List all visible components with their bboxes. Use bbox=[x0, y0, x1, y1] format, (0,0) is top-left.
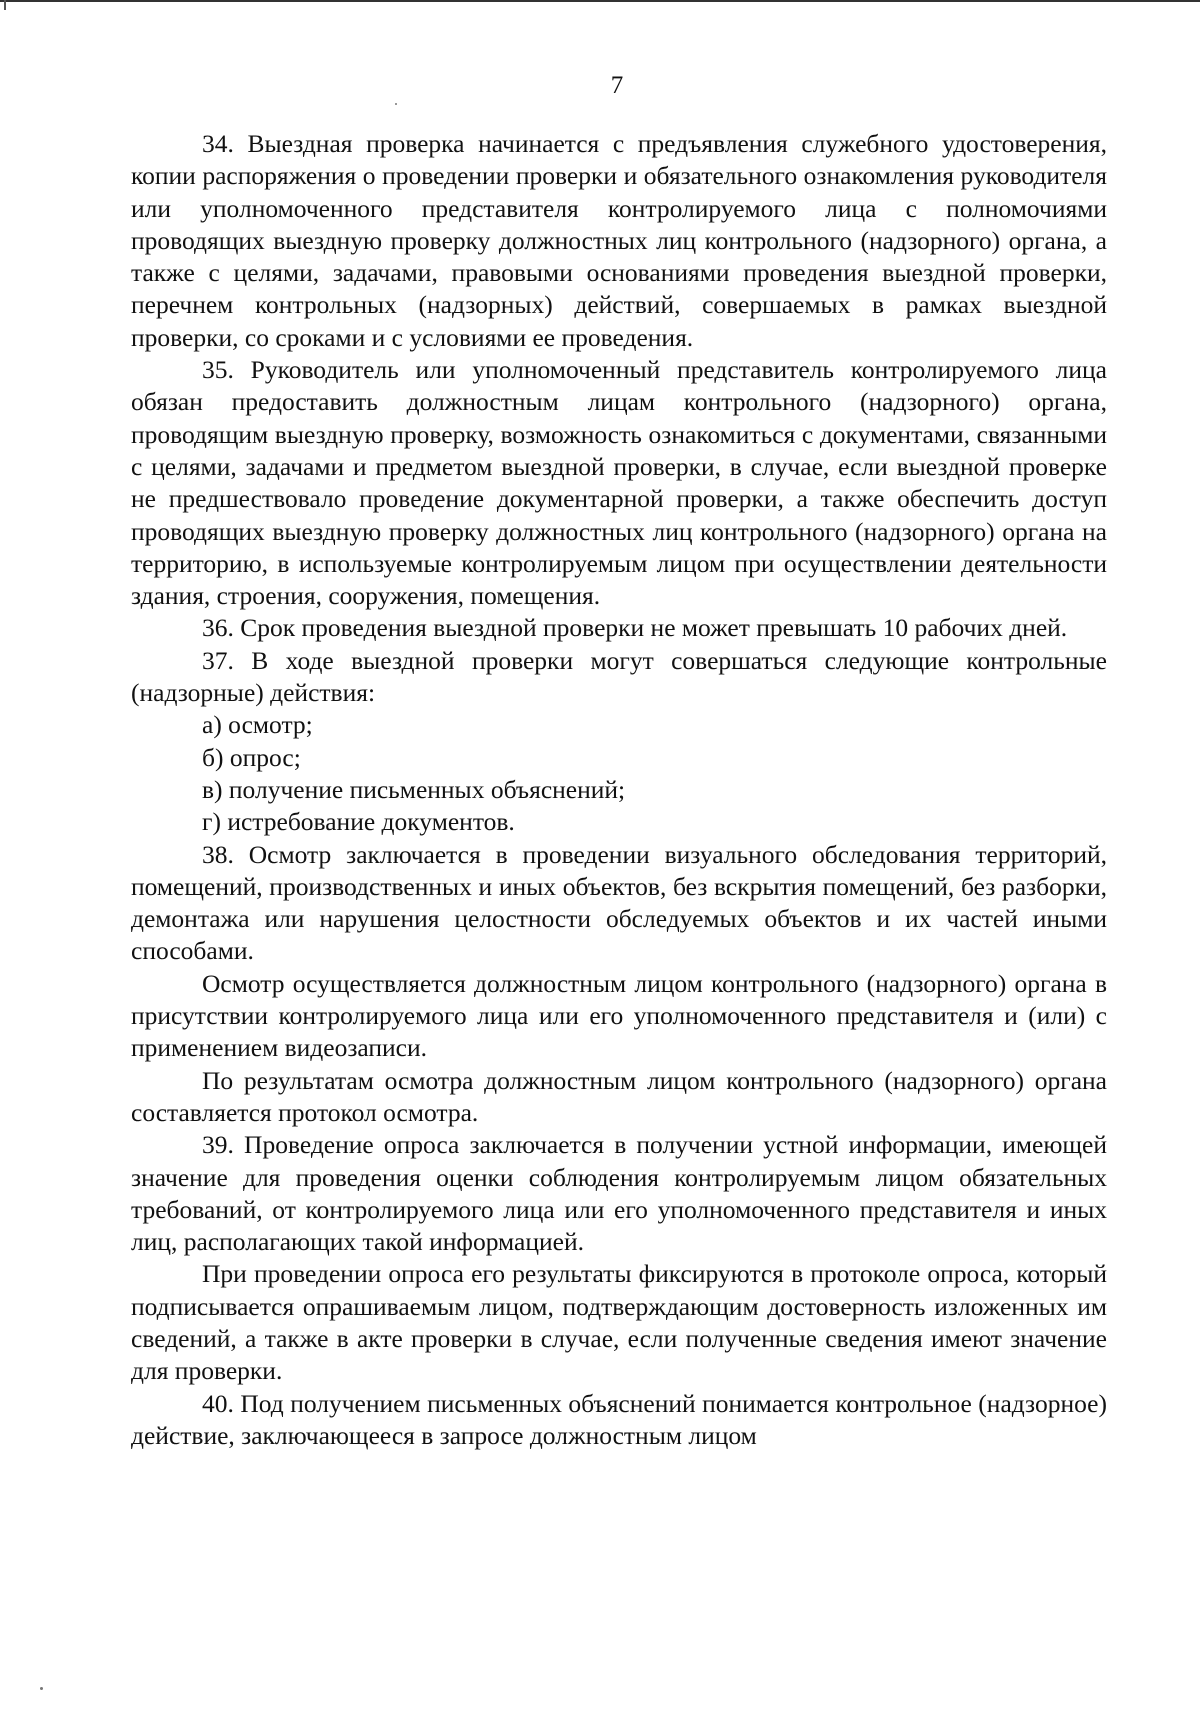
paragraph-38-inspection-protocol: По результатам осмотра должностным лицом контрольного (надзорного) органа составляется протокол осмотра. bbox=[131, 1065, 1107, 1127]
list-item-inspection: а) осмотр; bbox=[202, 710, 313, 740]
paragraph-39: 39. Проведение опроса заключается в получении устной информации, имеющей значение для проведения оценки соблюдения контролируемым лицом обязательных требований, от контролируемого лица или его уполномоченного представителя и иных лиц, располагающих такой информацией. bbox=[131, 1130, 1107, 1257]
paragraph-40: 40. Под получением письменных объяснений понимается контрольное (надзорное) действие, заключающееся в запросе должностным лицом bbox=[131, 1388, 1107, 1450]
paragraph-34: 34. Выездная проверка начинается с предъявления служебного удостоверения, копии распоряжения о проведении проверки и обязательного ознакомления руководителя или уполномоченного представителя контролируемого лица с полномочиями проводящих выездную проверку должностных лиц контрольного (надзорного) органа, а также с целями, задачами, правовыми основаниями проведения выездной проверки, перечнем контрольных (надзорных) действий, совершаемых в рамках выездной проверки, со сроками и с условиями ее проведения. bbox=[131, 129, 1107, 352]
scan-speck bbox=[40, 1687, 43, 1690]
paragraph-35: 35. Руководитель или уполномоченный представитель контролируемого лица обязан предоставить должностным лицам контрольного (надзорного) органа, проводящим выездную проверку, возможность ознакомиться с документами, связанными с целями, задачами и предметом выездной проверки, в случае, если выездной проверке не предшествовало проведение документарной проверки, а также обеспечить доступ проводящих выездную проверку должностных лиц контрольного (надзорного) органа на территорию, в используемые контролируемым лицом при осуществлении деятельности здания, строения, сооружения, помещения. bbox=[131, 355, 1107, 611]
scan-edge-line bbox=[0, 0, 1200, 2]
list-item-document-request: г) истребование документов. bbox=[202, 807, 515, 837]
paragraph-36: 36. Срок проведения выездной проверки не может превышать 10 рабочих дней. bbox=[202, 613, 1068, 643]
list-item-written-explanations: в) получение письменных объяснений; bbox=[202, 774, 626, 804]
page-number: 7 bbox=[610, 72, 624, 99]
paragraph-38: 38. Осмотр заключается в проведении визуального обследования территорий, помещений, производственных и иных объектов, без вскрытия помещений, без разборки, демонтажа или нарушения целостности обследуемых объектов и их частей иными способами. bbox=[131, 839, 1107, 966]
paragraph-37: 37. В ходе выездной проверки могут совершаться следующие контрольные (надзорные) действия: bbox=[131, 645, 1107, 708]
document-body bbox=[131, 128, 1107, 1452]
scan-edge-mark bbox=[4, 0, 6, 10]
list-item-survey: б) опрос; bbox=[202, 742, 301, 772]
paragraph-38-inspection-conduct: Осмотр осуществляется должностным лицом контрольного (надзорного) органа в присутствии контролируемого лица или его уполномоченного представителя и (или) с применением видеозаписи. bbox=[131, 968, 1107, 1063]
scan-speck bbox=[395, 103, 397, 105]
paragraph-39-survey-protocol: При проведении опроса его результаты фиксируются в протоколе опроса, который подписывается опрашиваемым лицом, подтверждающим достоверность изложенных им сведений, а также в акте проверки в случае, если полученные сведения имеют значение для проверки. bbox=[131, 1259, 1107, 1386]
